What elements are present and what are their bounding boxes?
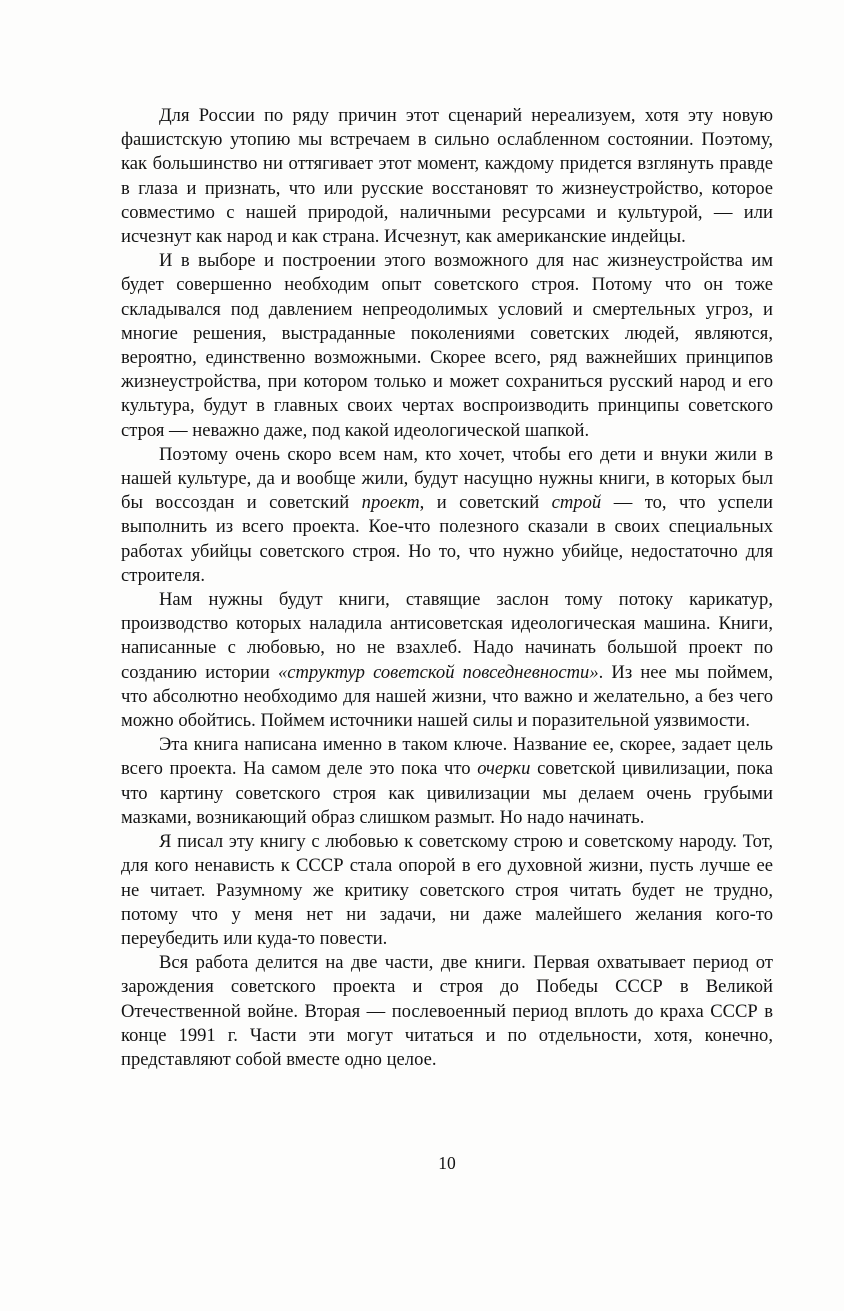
paragraph bbox=[121, 104, 773, 249]
paragraph bbox=[121, 951, 773, 1072]
text-run: Поэтому очень скоро всем нам, кто хочет, чтобы его дети и внуки жили в нашей культуре, да и вообще жили, будут насущно нужны книги, в которых был бы воссоздан и советский bbox=[121, 443, 773, 514]
italic-text-run: очерки bbox=[477, 758, 531, 780]
paragraph bbox=[121, 830, 773, 951]
italic-text-run: «структур советской повседневности» bbox=[277, 661, 599, 683]
italic-text-run: строй bbox=[551, 492, 602, 514]
page-number: 10 bbox=[438, 1153, 456, 1173]
text-run: , и советский bbox=[419, 492, 552, 514]
text-run: Для России по ряду причин этот сценарий нереализуем, хотя эту новую фашистскую утопию мы встречаем в сильно ослабленном состоянии. Поэтому, как большинство ни оттягивает этот момент, каждому придется взглянуть правде в глаза и признать, что или русские восстановят то жизнеустройство, которое совместимо с нашей природой, наличными ресурсами и культурой, — или исчезнут как народ и как страна. Исчезнут, как американские индейцы. bbox=[121, 105, 773, 248]
text-run: Эта книга написана именно в таком ключе. Название ее, скорее, задает цель всего проекта. На самом деле это пока что bbox=[121, 734, 773, 780]
text-run: И в выборе и построении этого возможного для нас жизнеустройства им будет совершенно необходим опыт советского строя. Потому что он тоже складывался под давлением непреодолимых условий и смертельных угроз, и многие решения, выстраданные поколениями советских людей, являются, вероятно, единственно возможными. Скорее всего, ряд важнейших принципов жизнеустройства, при котором только и может сохраниться русский народ и его культура, будут в главных своих чертах воспроизводить принципы советского строя — неважно даже, под какой идеологической шапкой. bbox=[121, 250, 773, 441]
text-run: Нам нужны будут книги, ставящие заслон тому потоку карикатур, производство которых наладила антисоветская идеологическая машина. Книги, написанные с любовью, но не взахлеб. Надо начинать большой проект по созданию истории bbox=[121, 589, 773, 683]
paragraph bbox=[121, 588, 773, 733]
paragraph bbox=[121, 733, 773, 830]
text-run: советской цивилизации, пока что картину советского строя как цивилизации мы делаем очень грубыми мазками, возникающий образ слишком размыт. Но надо начинать. bbox=[121, 758, 773, 828]
italic-text-run: проект bbox=[361, 492, 420, 514]
text-run: . Из нее мы поймем, что абсолютно необходимо для нашей жизни, что важно и желательно, а без чего можно обойтись. Поймем источники нашей силы и поразительной уязвимости. bbox=[121, 661, 773, 732]
text-run: — то, что успели выполнить из всего проекта. Кое-что полезного сказали в своих специальных работах убийцы советского строя. Но то, что нужно убийце, недостаточно для строителя. bbox=[121, 492, 773, 586]
page-text bbox=[121, 104, 773, 1072]
text-run: Я писал эту книгу с любовью к советскому строю и советскому народу. Тот, для кого ненависть к СССР стала опорой в его духовной жизни, пусть лучше ее не читает. Разумному же критику советского строя читать будет не трудно, потому что у меня нет ни задачи, ни даже малейшего желания кого-то переубедить или куда-то повести. bbox=[121, 831, 773, 949]
paragraph bbox=[121, 249, 773, 443]
text-run: Вся работа делится на две части, две книги. Первая охватывает период от зарождения советского проекта и строя до Победы СССР в Великой Отечественной войне. Вторая — послевоенный период вплоть до краха СССР в конце 1991 г. Части эти могут читаться и по отдельности, хотя, конечно, представляют собой вместе одно целое. bbox=[121, 952, 773, 1070]
paragraph bbox=[121, 443, 773, 588]
